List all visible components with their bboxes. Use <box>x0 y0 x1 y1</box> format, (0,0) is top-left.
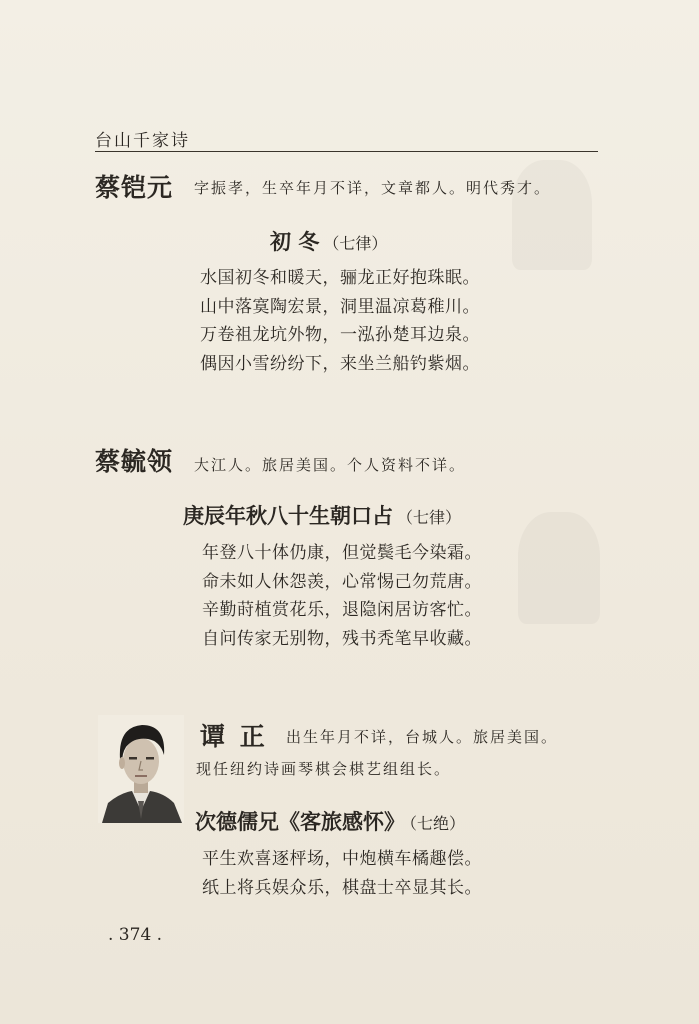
verse-line: 山中落寞陶宏景，洞里温凉葛稚川。 <box>200 296 480 317</box>
verse-line: 纸上将兵娱众乐，棋盘士卒显其长。 <box>202 877 482 898</box>
poem-body <box>202 539 482 653</box>
poem-title <box>270 226 387 256</box>
portrait-image <box>98 715 184 823</box>
verse-line: 命未如人休怨羡，心常惕己勿荒唐。 <box>202 571 482 592</box>
poet-name: 蔡毓领 <box>95 447 174 476</box>
show-through-portrait <box>518 512 600 624</box>
poet-name: 谭 正 <box>200 722 268 751</box>
header-rule <box>95 151 598 152</box>
verse-line: 平生欢喜逐枰场，中炮横车橘趣偿。 <box>202 849 482 869</box>
poet-portrait <box>98 715 184 823</box>
verse-line: 偶因小雪纷纷下，来坐兰船钓紫烟。 <box>200 353 480 374</box>
verse-line: 万卷祖龙坑外物，一泓孙楚耳边泉。 <box>200 325 480 345</box>
running-header: 台山千家诗 <box>95 131 190 151</box>
poet-bio: 字振孝，生卒年月不详，文章都人。明代秀才。 <box>194 179 552 197</box>
poem-title-text: 次德儒兄《客旅感怀》 <box>195 810 405 834</box>
poem-body <box>202 845 482 902</box>
poem-form: （七绝） <box>409 814 466 833</box>
poet-name: 蔡铠元 <box>95 173 174 202</box>
poet-bio-line-2: 现任纽约诗画琴棋会棋艺组组长。 <box>196 760 452 778</box>
verse-line: 水国初冬和暖天，骊龙正好抱珠眠。 <box>200 268 480 288</box>
poet-bio-line-1: 出生年月不详，台城人。旅居美国。 <box>286 728 559 746</box>
verse-line: 辛勤莳植赏花乐，退隐闲居访客忙。 <box>202 600 482 620</box>
poem-title <box>195 806 465 836</box>
verse-line: 自问传家无别物，残书秃笔早收藏。 <box>202 628 482 649</box>
poem-title-text: 庚辰年秋八十生朝口占 <box>183 504 393 528</box>
page-number: . 374 . <box>108 925 163 945</box>
poem-form: （七律） <box>397 508 462 527</box>
verse-line: 年登八十体仍康，但觉鬓毛今染霜。 <box>202 543 482 563</box>
poem-body <box>200 264 480 378</box>
poem-form: （七律） <box>323 234 388 253</box>
poet-bio: 大江人。旅居美国。个人资料不详。 <box>194 456 467 474</box>
poem-title-text: 初 冬 <box>270 230 320 254</box>
poem-title <box>183 500 461 530</box>
